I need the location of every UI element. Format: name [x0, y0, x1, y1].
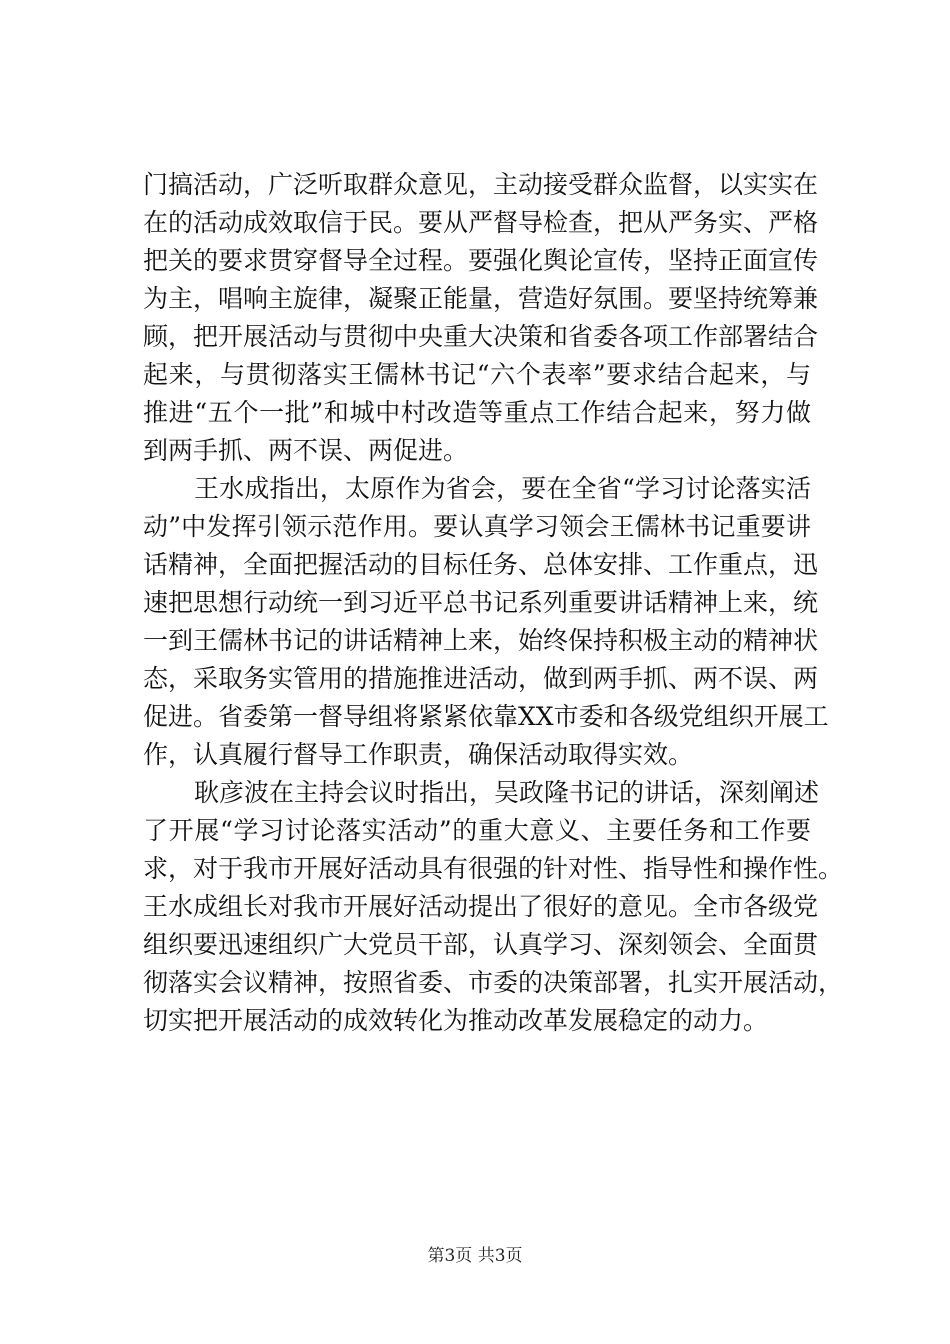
paragraph: [143, 166, 819, 470]
text-line: 顾，把开展活动与贯彻中央重大决策和省委各项工作部署结合: [143, 322, 819, 351]
text-line: 促进。省委第一督导组将紧紧依靠XX市委和各级党组织开展工: [143, 702, 829, 731]
paragraph: [143, 470, 829, 774]
body-text: [143, 166, 844, 1040]
text-line: 彻落实会议精神，按照省委、市委的决策部署，扎实开展活动，: [143, 968, 844, 997]
text-line: 组织要迅速组织广大党员干部，认真学习、深刻领会、全面贯: [143, 930, 819, 959]
text-line: 在的活动成效取信于民。要从严督导检查，把从严务实、严格: [143, 208, 819, 237]
text-line: 速把思想行动统一到习近平总书记系列重要讲话精神上来，统: [143, 588, 819, 617]
text-line: 王水成组长对我市开展好活动提出了很好的意见。全市各级党: [143, 892, 819, 921]
text-line: 话精神，全面把握活动的目标任务、总体安排、工作重点，迅: [143, 550, 819, 579]
text-line: 把关的要求贯穿督导全过程。要强化舆论宣传，坚持正面宣传: [143, 246, 819, 275]
text-line: 作，认真履行督导工作职责，确保活动取得实效。: [143, 740, 694, 769]
text-line: 态，采取务实管用的措施推进活动，做到两手抓、两不误、两: [143, 664, 819, 693]
paragraph: [143, 774, 844, 1040]
text-line: 切实把开展活动的成效转化为推动改革发展稳定的动力。: [143, 1006, 769, 1035]
text-line: 为主，唱响主旋律，凝聚正能量，营造好氛围。要坚持统筹兼: [143, 284, 819, 313]
text-line: 求，对于我市开展好活动具有很强的针对性、指导性和操作性。: [143, 854, 844, 883]
text-line: 了开展“学习讨论落实活动”的重大意义、主要任务和工作要: [143, 816, 811, 845]
text-line: 推进“五个一批”和城中村改造等重点工作结合起来，努力做: [143, 398, 811, 427]
text-line: 起来，与贯彻落实王儒林书记“六个表率”要求结合起来，与: [143, 360, 811, 389]
text-line: 门搞活动，广泛听取群众意见，主动接受群众监督，以实实在: [143, 170, 819, 199]
text-line: 到两手抓、两不误、两促进。: [143, 436, 469, 465]
text-line: 一到王儒林书记的讲话精神上来，始终保持积极主动的精神状: [143, 626, 819, 655]
text-line: 耿彦波在主持会议时指出，吴政隆书记的讲话，深刻阐述: [194, 778, 820, 807]
text-line: 动”中发挥引领示范作用。要认真学习领会王儒林书记重要讲: [143, 512, 811, 541]
page-footer: 第3页 共3页: [427, 1246, 523, 1266]
text-line: 王水成指出，太原作为省会，要在全省“学习讨论落实活: [194, 474, 811, 503]
